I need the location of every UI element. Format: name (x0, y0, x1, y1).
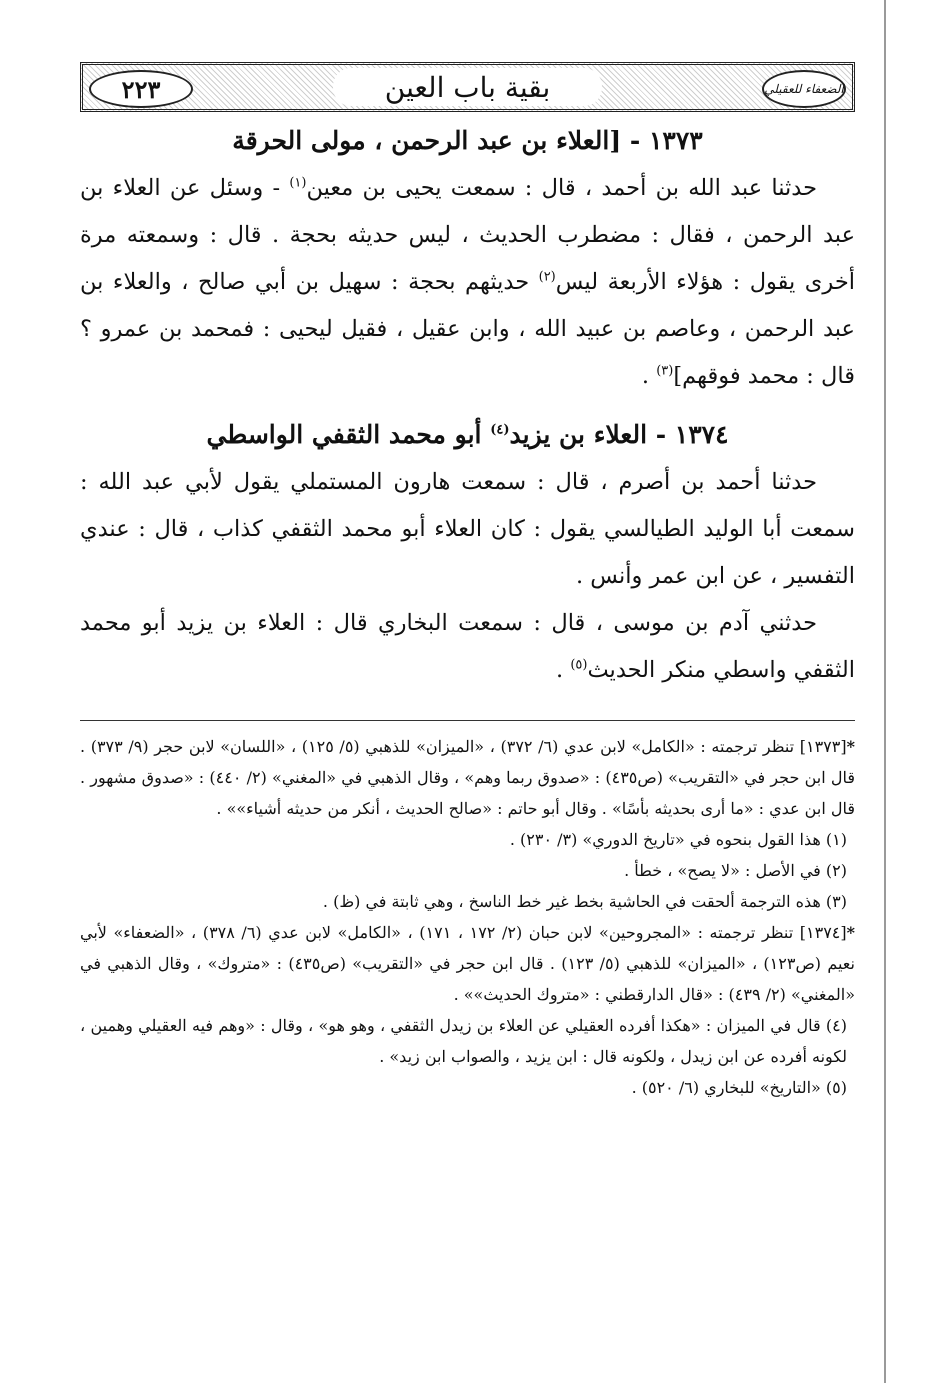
page-number: ٢٢٣ (89, 70, 193, 108)
entry-1373-title: ١٣٧٣ - [العلاء بن عبد الرحمن ، مولى الحرقة (232, 126, 703, 155)
text-run: حديثهم بحجة : سهيل بن أبي صالح ، والعلاء بن عبد الرحمن ، وعاصم بن عبيد الله ، وابن عقيل ، فقيل ليحيى : فمحمد بن عمرو ؟ قال : محمد فوقهم] (80, 269, 855, 389)
footnote-separator (80, 720, 855, 721)
footnote-ref[interactable]: (٣) (656, 363, 674, 379)
entry-1374-title (80, 420, 855, 449)
running-header (80, 62, 855, 112)
footnote-ref[interactable]: (٢) (538, 269, 556, 285)
text-run: حدثنا أحمد بن أصرم ، قال : سمعت هارون المستملي يقول لأبي عبد الله : سمعت أبا الوليد الطيالسي يقول : كان العلاء أبو محمد الثقفي كذاب ، قال : عندي التفسير ، عن ابن عمر وأنس . (80, 469, 855, 589)
footnote-5: (٥) «التاريخ» للبخاري (٦/ ٥٢٠) . (631, 1078, 847, 1097)
text-run: - وسئل عن العلاء بن عبد الرحمن ، فقال : مضطرب الحديث ، ليس حديثه بحجة . قال : وسمعته مرة أخرى يقول : هؤلاء الأربعة ليس (80, 175, 855, 295)
entry-1374-paragraph-1 (80, 459, 855, 600)
footnote-1374-sources (80, 917, 855, 1010)
text-run: أبو محمد الثقفي الواسطي (206, 420, 491, 449)
footnote-3: (٣) هذه الترجمة ألحقت في الحاشية بخط غير خط الناسخ ، وهي ثابتة في (ظ) . (322, 892, 847, 911)
book-page (80, 62, 855, 1103)
asterisk-mark: * (846, 737, 855, 756)
footnote-text: [١٣٧٣] تنظر ترجمته : «الكامل» لابن عدي (٦/ ٣٧٢) ، «الميزان» للذهبي (٥/ ١٢٥) ، «اللسان» لابن حجر (٩/ ٣٧٣) . قال ابن حجر في «التقريب» (ص٤٣٥) : «صدوق ربما وهم» ، وقال الذهبي في «المغني» (٢/ ٤٤٠) : «صدوق مشهور . قال ابن عدي : «ما أرى بحديثه بأسًا» . وقال أبو حاتم : «صالح الحديث ، أنكر من حديثه أشياء»» . (80, 737, 855, 818)
footnote-4: (٤) قال في الميزان : «هكذا أفرده العقيلي عن العلاء بن زيدل الثقفي ، وهو هو» ، وقال : «وهم فيه العقيلي وهمين ، لكونه أفرده عن ابن زيدل ، ولكونه قال : ابن يزيد ، والصواب ابن زيد» . (80, 1016, 847, 1066)
footnote-2: (٢) في الأصل : «لا يصح» ، خطأ . (624, 861, 847, 880)
footnotes (80, 731, 855, 1103)
footnote-ref[interactable]: (٥) (570, 657, 588, 673)
text-run: حدثني آدم بن موسى ، قال : سمعت البخاري قال : العلاء بن يزيد أبو محمد الثقفي واسطي منكر الحديث (80, 610, 855, 683)
footnote-text: [١٣٧٤] تنظر ترجمته : «المجروحين» لابن حبان (٢/ ١٧٢ ، ١٧١) ، «الكامل» لابن عدي (٦/ ٣٧٨) ، «الضعفاء» لأبي نعيم (ص١٢٣) ، «الميزان» للذهبي (٥/ ١٢٣) . قال ابن حجر في «التقريب» (ص٤٣٥) : «متروك» ، وقال الذهبي في «المغني» (٢/ ٤٣٩) : «قال الدارقطني : «متروك الحديث»» . (80, 923, 855, 1004)
footnote-ref[interactable]: (٤) (490, 422, 510, 438)
asterisk-mark: * (846, 923, 856, 942)
footnote-1373-sources (80, 731, 855, 824)
footnote-1: (١) هذا القول بنحوه في «تاريخ الدوري» (٣/ ٢٣٠) . (509, 830, 847, 849)
emblem-text: الضعفاء للعقيلي (764, 82, 844, 96)
footnote-ref[interactable]: (١) (289, 175, 307, 191)
text-run: ١٣٧٤ - العلاء بن يزيد (509, 420, 729, 449)
text-run: . (641, 363, 657, 389)
entry-1374-paragraph-2 (80, 600, 855, 694)
entry-1373-paragraph (80, 165, 855, 400)
page-edge-rule (884, 0, 886, 1383)
running-title: بقية باب العين (333, 68, 602, 106)
text-run: حدثنا عبد الله بن أحمد ، قال : سمعت يحيى بن معين (306, 175, 817, 201)
text-run: . (556, 657, 571, 683)
emblem-cartouche (762, 70, 846, 108)
